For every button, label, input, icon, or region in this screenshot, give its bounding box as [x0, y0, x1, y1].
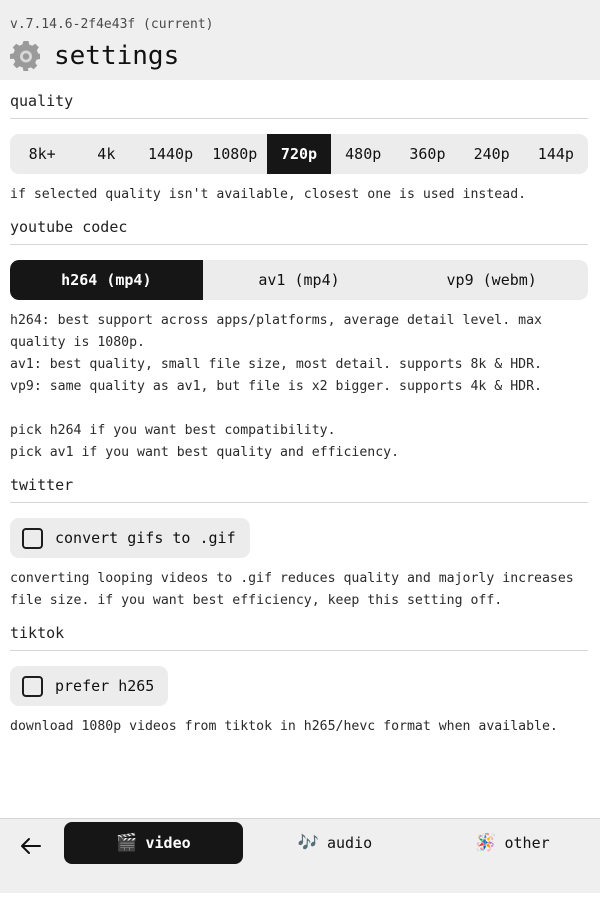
settings-content: [0, 80, 600, 738]
codec-option-vp9-webm[interactable]: vp9 (webm): [395, 260, 588, 300]
quality-option-720p[interactable]: 720p: [267, 134, 331, 174]
codec-description-line: pick av1 if you want best quality and efficiency.: [10, 445, 400, 460]
convert-gifs-checkbox[interactable]: [22, 528, 43, 549]
codec-description-line: av1: best quality, small file size, most detail. supports 8k & HDR.: [10, 357, 542, 372]
back-button[interactable]: [18, 833, 44, 859]
clapper-icon: 🎬: [116, 833, 138, 853]
quality-section-title: quality: [10, 80, 588, 119]
codec-description-line: h264: best support across apps/platforms, average detail level. max quality is 1080p.: [10, 313, 542, 350]
quality-option-240p[interactable]: 240p: [460, 134, 524, 174]
quality-option-360p[interactable]: 360p: [395, 134, 459, 174]
quality-option-4k[interactable]: 4k: [74, 134, 138, 174]
twitter-section-title: twitter: [10, 464, 588, 503]
convert-gifs-label: convert gifs to .gif: [55, 529, 236, 547]
codec-description-line: vp9: same quality as av1, but file is x2 bigger. supports 4k & HDR.: [10, 379, 542, 394]
tiktok-description: download 1080p videos from tiktok in h265/hevc format when available.: [10, 719, 558, 734]
page-title: settings: [54, 41, 180, 71]
tab-audio-label: audio: [327, 834, 373, 852]
tab-video-label: video: [145, 834, 191, 852]
convert-gifs-toggle[interactable]: [10, 518, 250, 558]
codec-option-h264-mp4[interactable]: h264 (mp4): [10, 260, 203, 300]
version-label: v.7.14.6-2f4e43f (current): [10, 17, 214, 32]
pinata-icon: 🪅: [475, 833, 497, 853]
codec-selector: [10, 260, 588, 300]
quality-option-1440p[interactable]: 1440p: [138, 134, 202, 174]
tab-audio[interactable]: [250, 822, 420, 864]
codec-description-line: [10, 398, 588, 420]
tab-video[interactable]: [64, 822, 243, 864]
settings-header: [0, 0, 600, 80]
gear-icon: [10, 40, 42, 72]
title-row: [10, 40, 179, 72]
quality-option-144p[interactable]: 144p: [524, 134, 588, 174]
prefer-h265-toggle[interactable]: [10, 666, 168, 706]
quality-option-8k[interactable]: 8k+: [10, 134, 74, 174]
tab-other-label: other: [504, 834, 550, 852]
codec-option-av1-mp4[interactable]: av1 (mp4): [203, 260, 396, 300]
bottom-nav: [0, 818, 600, 893]
music-notes-icon: 🎶: [297, 833, 319, 853]
codec-description-line: pick h264 if you want best compatibility.: [10, 423, 336, 438]
quality-description: if selected quality isn't available, closest one is used instead.: [10, 187, 527, 202]
arrow-left-icon: [19, 834, 43, 858]
twitter-description: converting looping videos to .gif reduces quality and majorly increases file size. if you want best efficiency, keep this setting off.: [10, 571, 574, 608]
codec-description: [10, 310, 588, 464]
prefer-h265-checkbox[interactable]: [22, 676, 43, 697]
tiktok-section-title: tiktok: [10, 612, 588, 651]
codec-section-title: youtube codec: [10, 206, 588, 245]
quality-option-480p[interactable]: 480p: [331, 134, 395, 174]
prefer-h265-label: prefer h265: [55, 677, 155, 695]
quality-option-1080p[interactable]: 1080p: [203, 134, 267, 174]
quality-selector: [10, 134, 588, 174]
tab-other[interactable]: [430, 822, 595, 864]
